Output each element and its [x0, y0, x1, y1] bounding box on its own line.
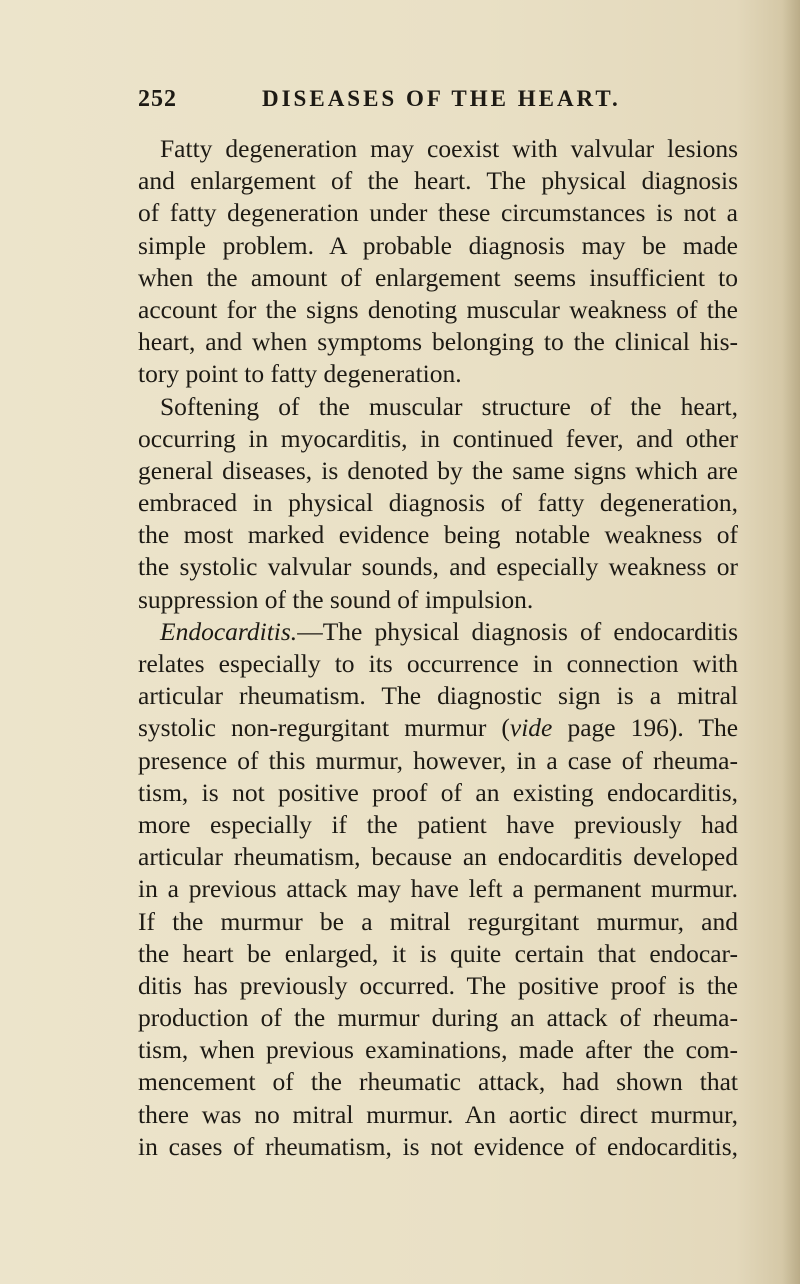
text-line: tism, when previous examinations, made after the com-	[138, 1035, 738, 1065]
page-header	[138, 86, 638, 116]
text-line: presence of this murmur, however, in a case of rheuma-	[138, 745, 738, 775]
text-line: Softening of the muscular structure of the heart,	[160, 391, 738, 421]
body-text	[138, 133, 738, 1163]
text-line: and enlargement of the heart. The physical diagnosis	[138, 166, 738, 196]
text-line: the most marked evidence being notable weakness of	[138, 520, 738, 550]
text-fragment: page 196). The	[552, 713, 739, 743]
text-line: general diseases, is denoted by the same signs which are	[138, 455, 738, 485]
italic-vide: vide	[509, 713, 553, 743]
text-line: If the murmur be a mitral regurgitant murmur, and	[138, 906, 738, 936]
text-line: simple problem. A probable diagnosis may be made	[138, 230, 738, 260]
text-line-heading	[138, 616, 738, 648]
text-line-with-italic	[138, 712, 738, 744]
text-fragment: systolic non-regurgitant murmur (	[138, 713, 510, 743]
text-line: production of the murmur during an attack of rheuma-	[138, 1003, 738, 1033]
text-fragment: —The physical diagnosis of endocarditis	[297, 616, 738, 646]
page-number: 252	[138, 86, 177, 112]
text-line: when the amount of enlargement seems insufficient to	[138, 262, 738, 292]
text-line: in a previous attack may have left a permanent murmur.	[138, 874, 738, 904]
text-line: there was no mitral murmur. An aortic direct murmur,	[138, 1099, 738, 1129]
text-line: tism, is not positive proof of an existing endocarditis,	[138, 777, 738, 807]
text-line: embraced in physical diagnosis of fatty degeneration,	[138, 488, 738, 518]
text-line: articular rheumatism, because an endocarditis developed	[138, 842, 738, 872]
text-line: account for the signs denoting muscular weakness of the	[138, 294, 738, 324]
text-line: relates especially to its occurrence in connection with	[138, 649, 738, 678]
text-line: mencement of the rheumatic attack, had shown that	[138, 1067, 738, 1097]
text-line: suppression of the sound of impulsion.	[138, 584, 534, 614]
running-head: DISEASES OF THE HEART.	[262, 86, 621, 111]
section-heading: Endocarditis.	[160, 616, 298, 646]
text-line: heart, and when symptoms belonging to the clinical his-	[138, 327, 738, 357]
text-line: Fatty degeneration may coexist with valvular lesions	[160, 134, 738, 163]
page-edge-shadow	[782, 0, 800, 1284]
text-line: ditis has previously occurred. The positive proof is the	[138, 970, 738, 1000]
text-line: occurring in myocarditis, in continued fever, and other	[138, 423, 738, 453]
text-line: the heart be enlarged, it is quite certain that endocar-	[138, 938, 738, 968]
text-line: the systolic valvular sounds, and especially weakness or	[138, 552, 738, 582]
text-line: tory point to fatty degeneration.	[138, 359, 462, 389]
text-line: articular rheumatism. The diagnostic sign is a mitral	[138, 681, 738, 711]
text-line: of fatty degeneration under these circumstances is not a	[138, 198, 738, 228]
text-line: more especially if the patient have previously had	[138, 809, 738, 839]
text-line: in cases of rheumatism, is not evidence of endocarditis,	[138, 1131, 738, 1161]
